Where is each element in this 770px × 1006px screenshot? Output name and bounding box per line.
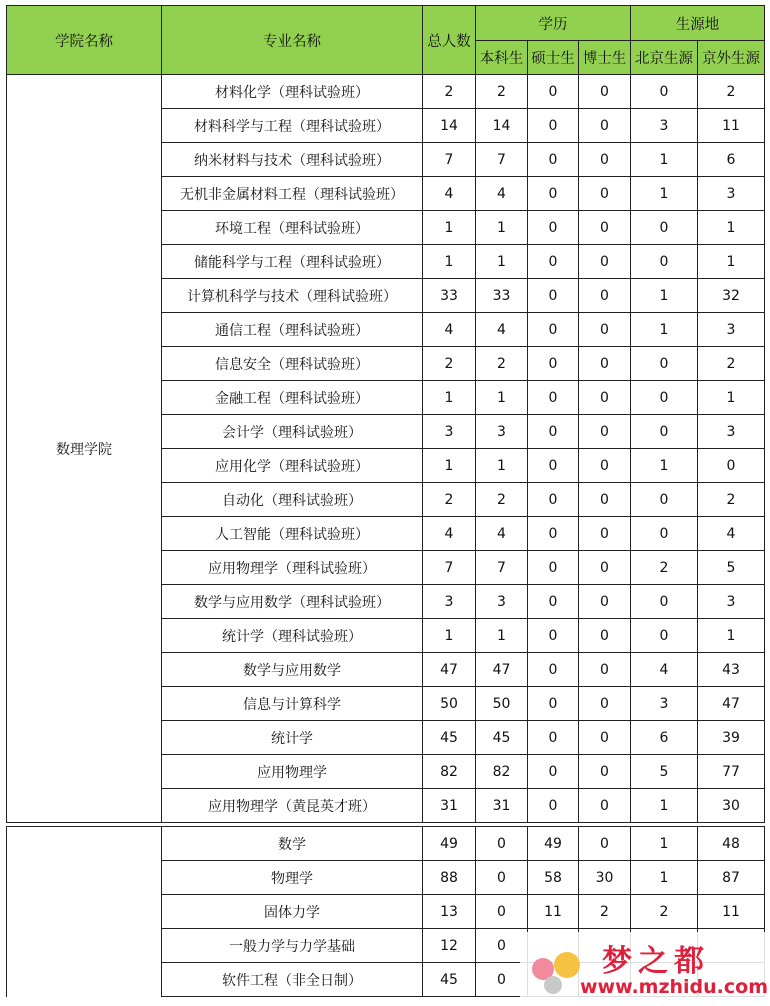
header-doctor: 博士生	[579, 41, 631, 75]
outside-cell: 3	[698, 585, 765, 619]
total-cell: 45	[423, 963, 476, 997]
doctor-cell: 0	[579, 827, 631, 861]
outside-cell: 3	[698, 313, 765, 347]
major-cell: 金融工程（理科试验班）	[162, 381, 423, 415]
total-cell: 2	[423, 483, 476, 517]
major-cell: 材料科学与工程（理科试验班）	[162, 109, 423, 143]
total-cell: 2	[423, 75, 476, 109]
outside-cell: 30	[698, 789, 765, 823]
major-cell: 信息与计算科学	[162, 687, 423, 721]
major-cell: 会计学（理科试验班）	[162, 415, 423, 449]
major-cell: 通信工程（理科试验班）	[162, 313, 423, 347]
beijing-cell: 1	[631, 449, 698, 483]
major-cell: 信息安全（理科试验班）	[162, 347, 423, 381]
beijing-cell: 1	[631, 827, 698, 861]
bachelor-cell: 14	[476, 109, 528, 143]
major-cell: 环境工程（理科试验班）	[162, 211, 423, 245]
total-cell: 82	[423, 755, 476, 789]
total-cell: 31	[423, 789, 476, 823]
header-major: 专业名称	[162, 6, 423, 75]
master-cell: 0	[528, 415, 579, 449]
bachelor-cell: 1	[476, 619, 528, 653]
header-outside: 京外生源	[698, 41, 765, 75]
master-cell: 0	[528, 721, 579, 755]
total-cell: 1	[423, 245, 476, 279]
bachelor-cell: 0	[476, 929, 528, 963]
bachelor-cell: 1	[476, 381, 528, 415]
doctor-cell: 0	[579, 279, 631, 313]
doctor-cell: 0	[579, 109, 631, 143]
doctor-cell: 0	[579, 313, 631, 347]
total-cell: 3	[423, 415, 476, 449]
major-cell: 统计学	[162, 721, 423, 755]
total-cell: 12	[423, 929, 476, 963]
bachelor-cell: 7	[476, 551, 528, 585]
college-blank-cell	[7, 963, 162, 997]
doctor-cell: 0	[579, 619, 631, 653]
beijing-cell: 1	[631, 279, 698, 313]
major-cell: 应用化学（理科试验班）	[162, 449, 423, 483]
outside-cell: 2	[698, 75, 765, 109]
master-cell: 58	[528, 861, 579, 895]
college-blank-cell	[7, 827, 162, 861]
beijing-cell: 0	[631, 517, 698, 551]
master-cell: 0	[528, 585, 579, 619]
doctor-cell: 0	[579, 653, 631, 687]
total-cell: 1	[423, 619, 476, 653]
outside-cell: 77	[698, 755, 765, 789]
master-cell: 0	[528, 313, 579, 347]
bachelor-cell: 2	[476, 347, 528, 381]
table-row	[7, 75, 765, 109]
total-cell: 2	[423, 347, 476, 381]
major-cell: 自动化（理科试验班）	[162, 483, 423, 517]
outside-cell: 87	[698, 861, 765, 895]
beijing-cell: 5	[631, 755, 698, 789]
bachelor-cell: 45	[476, 721, 528, 755]
master-cell: 0	[528, 551, 579, 585]
outside-cell: 43	[698, 653, 765, 687]
master-cell: 0	[528, 483, 579, 517]
table-row	[7, 861, 765, 895]
total-cell: 45	[423, 721, 476, 755]
total-cell: 1	[423, 449, 476, 483]
header-master: 硕士生	[528, 41, 579, 75]
major-cell: 统计学（理科试验班）	[162, 619, 423, 653]
beijing-cell: 3	[631, 687, 698, 721]
doctor-cell: 2	[579, 895, 631, 929]
beijing-cell: 1	[631, 789, 698, 823]
outside-cell: 0	[698, 449, 765, 483]
bachelor-cell: 3	[476, 585, 528, 619]
header-degree: 学历	[476, 6, 631, 41]
beijing-cell: 0	[631, 585, 698, 619]
master-cell: 0	[528, 653, 579, 687]
total-cell: 33	[423, 279, 476, 313]
master-cell: 0	[528, 381, 579, 415]
major-cell: 储能科学与工程（理科试验班）	[162, 245, 423, 279]
master-cell: 0	[528, 619, 579, 653]
outside-cell: 11	[698, 895, 765, 929]
beijing-cell: 0	[631, 381, 698, 415]
beijing-cell: 0	[631, 245, 698, 279]
total-cell: 7	[423, 551, 476, 585]
beijing-cell: 2	[631, 895, 698, 929]
bachelor-cell: 0	[476, 827, 528, 861]
doctor-cell: 0	[579, 211, 631, 245]
doctor-cell: 0	[579, 449, 631, 483]
doctor-cell: 0	[579, 585, 631, 619]
total-cell: 13	[423, 895, 476, 929]
outside-cell: 11	[698, 109, 765, 143]
master-cell: 11	[528, 895, 579, 929]
master-cell: 0	[528, 279, 579, 313]
header-origin: 生源地	[631, 6, 765, 41]
watermark-url: www.mzhidu.com	[580, 976, 769, 998]
bachelor-cell: 1	[476, 245, 528, 279]
total-cell: 4	[423, 517, 476, 551]
bachelor-cell: 4	[476, 313, 528, 347]
master-cell: 0	[528, 75, 579, 109]
bachelor-cell: 0	[476, 895, 528, 929]
bachelor-cell: 3	[476, 415, 528, 449]
bachelor-cell: 50	[476, 687, 528, 721]
outside-cell: 4	[698, 517, 765, 551]
doctor-cell: 0	[579, 347, 631, 381]
major-cell: 无机非金属材料工程（理科试验班）	[162, 177, 423, 211]
master-cell: 0	[528, 687, 579, 721]
total-cell: 50	[423, 687, 476, 721]
table-row	[7, 827, 765, 861]
bachelor-cell: 0	[476, 861, 528, 895]
major-cell: 应用物理学（理科试验班）	[162, 551, 423, 585]
total-cell: 4	[423, 313, 476, 347]
bachelor-cell: 31	[476, 789, 528, 823]
watermark	[520, 932, 770, 1002]
major-cell: 一般力学与力学基础	[162, 929, 423, 963]
total-cell: 88	[423, 861, 476, 895]
bachelor-cell: 4	[476, 177, 528, 211]
bachelor-cell: 7	[476, 143, 528, 177]
total-cell: 7	[423, 143, 476, 177]
total-cell: 1	[423, 381, 476, 415]
beijing-cell: 0	[631, 211, 698, 245]
doctor-cell: 0	[579, 415, 631, 449]
beijing-cell: 1	[631, 143, 698, 177]
doctor-cell: 0	[579, 177, 631, 211]
master-cell: 0	[528, 755, 579, 789]
total-cell: 4	[423, 177, 476, 211]
major-cell: 数学	[162, 827, 423, 861]
outside-cell: 2	[698, 483, 765, 517]
major-cell: 软件工程（非全日制）	[162, 963, 423, 997]
outside-cell: 3	[698, 177, 765, 211]
major-cell: 固体力学	[162, 895, 423, 929]
total-cell: 47	[423, 653, 476, 687]
major-cell: 应用物理学（黄昆英才班）	[162, 789, 423, 823]
doctor-cell: 0	[579, 75, 631, 109]
doctor-cell: 30	[579, 861, 631, 895]
master-cell: 0	[528, 177, 579, 211]
bachelor-cell: 1	[476, 211, 528, 245]
master-cell: 49	[528, 827, 579, 861]
major-cell: 纳米材料与技术（理科试验班）	[162, 143, 423, 177]
master-cell: 0	[528, 517, 579, 551]
major-cell: 材料化学（理科试验班）	[162, 75, 423, 109]
bachelor-cell: 4	[476, 517, 528, 551]
master-cell: 0	[528, 109, 579, 143]
doctor-cell: 0	[579, 517, 631, 551]
outside-cell: 39	[698, 721, 765, 755]
outside-cell: 32	[698, 279, 765, 313]
master-cell: 0	[528, 211, 579, 245]
beijing-cell: 0	[631, 483, 698, 517]
college-blank-cell	[7, 895, 162, 929]
total-cell: 3	[423, 585, 476, 619]
college-blank-cell	[7, 929, 162, 963]
master-cell: 0	[528, 245, 579, 279]
doctor-cell: 0	[579, 381, 631, 415]
beijing-cell: 1	[631, 313, 698, 347]
beijing-cell: 0	[631, 415, 698, 449]
master-cell: 0	[528, 347, 579, 381]
outside-cell: 2	[698, 347, 765, 381]
outside-cell: 1	[698, 245, 765, 279]
total-cell: 14	[423, 109, 476, 143]
master-cell: 0	[528, 449, 579, 483]
college-blank-cell	[7, 861, 162, 895]
doctor-cell: 0	[579, 143, 631, 177]
outside-cell: 1	[698, 211, 765, 245]
bachelor-cell: 1	[476, 449, 528, 483]
beijing-cell: 2	[631, 551, 698, 585]
major-cell: 数学与应用数学	[162, 653, 423, 687]
header-bachelor: 本科生	[476, 41, 528, 75]
major-cell: 物理学	[162, 861, 423, 895]
doctor-cell: 0	[579, 551, 631, 585]
beijing-cell: 3	[631, 109, 698, 143]
doctor-cell: 0	[579, 483, 631, 517]
doctor-cell: 0	[579, 245, 631, 279]
bachelor-cell: 2	[476, 75, 528, 109]
total-cell: 49	[423, 827, 476, 861]
table-row	[7, 895, 765, 929]
outside-cell: 47	[698, 687, 765, 721]
master-cell: 0	[528, 789, 579, 823]
outside-cell: 5	[698, 551, 765, 585]
bachelor-cell: 0	[476, 963, 528, 997]
bachelor-cell: 33	[476, 279, 528, 313]
beijing-cell: 0	[631, 619, 698, 653]
bachelor-cell: 82	[476, 755, 528, 789]
beijing-cell: 1	[631, 177, 698, 211]
header-total: 总人数	[423, 6, 476, 75]
outside-cell: 48	[698, 827, 765, 861]
doctor-cell: 0	[579, 721, 631, 755]
major-cell: 应用物理学	[162, 755, 423, 789]
outside-cell: 3	[698, 415, 765, 449]
doctor-cell: 0	[579, 789, 631, 823]
beijing-cell: 6	[631, 721, 698, 755]
beijing-cell: 1	[631, 861, 698, 895]
watermark-text: 梦之都	[602, 944, 710, 979]
doctor-cell: 0	[579, 687, 631, 721]
header-college: 学院名称	[7, 6, 162, 75]
major-cell: 人工智能（理科试验班）	[162, 517, 423, 551]
enrollment-table	[6, 5, 765, 997]
bachelor-cell: 2	[476, 483, 528, 517]
outside-cell: 6	[698, 143, 765, 177]
header-beijing: 北京生源	[631, 41, 698, 75]
doctor-cell: 0	[579, 755, 631, 789]
major-cell: 数学与应用数学（理科试验班）	[162, 585, 423, 619]
outside-cell: 1	[698, 381, 765, 415]
beijing-cell: 4	[631, 653, 698, 687]
bachelor-cell: 47	[476, 653, 528, 687]
outside-cell: 1	[698, 619, 765, 653]
beijing-cell: 0	[631, 75, 698, 109]
master-cell: 0	[528, 143, 579, 177]
major-cell: 计算机科学与技术（理科试验班）	[162, 279, 423, 313]
college-name-cell: 数理学院	[7, 75, 162, 823]
beijing-cell: 0	[631, 347, 698, 381]
total-cell: 1	[423, 211, 476, 245]
